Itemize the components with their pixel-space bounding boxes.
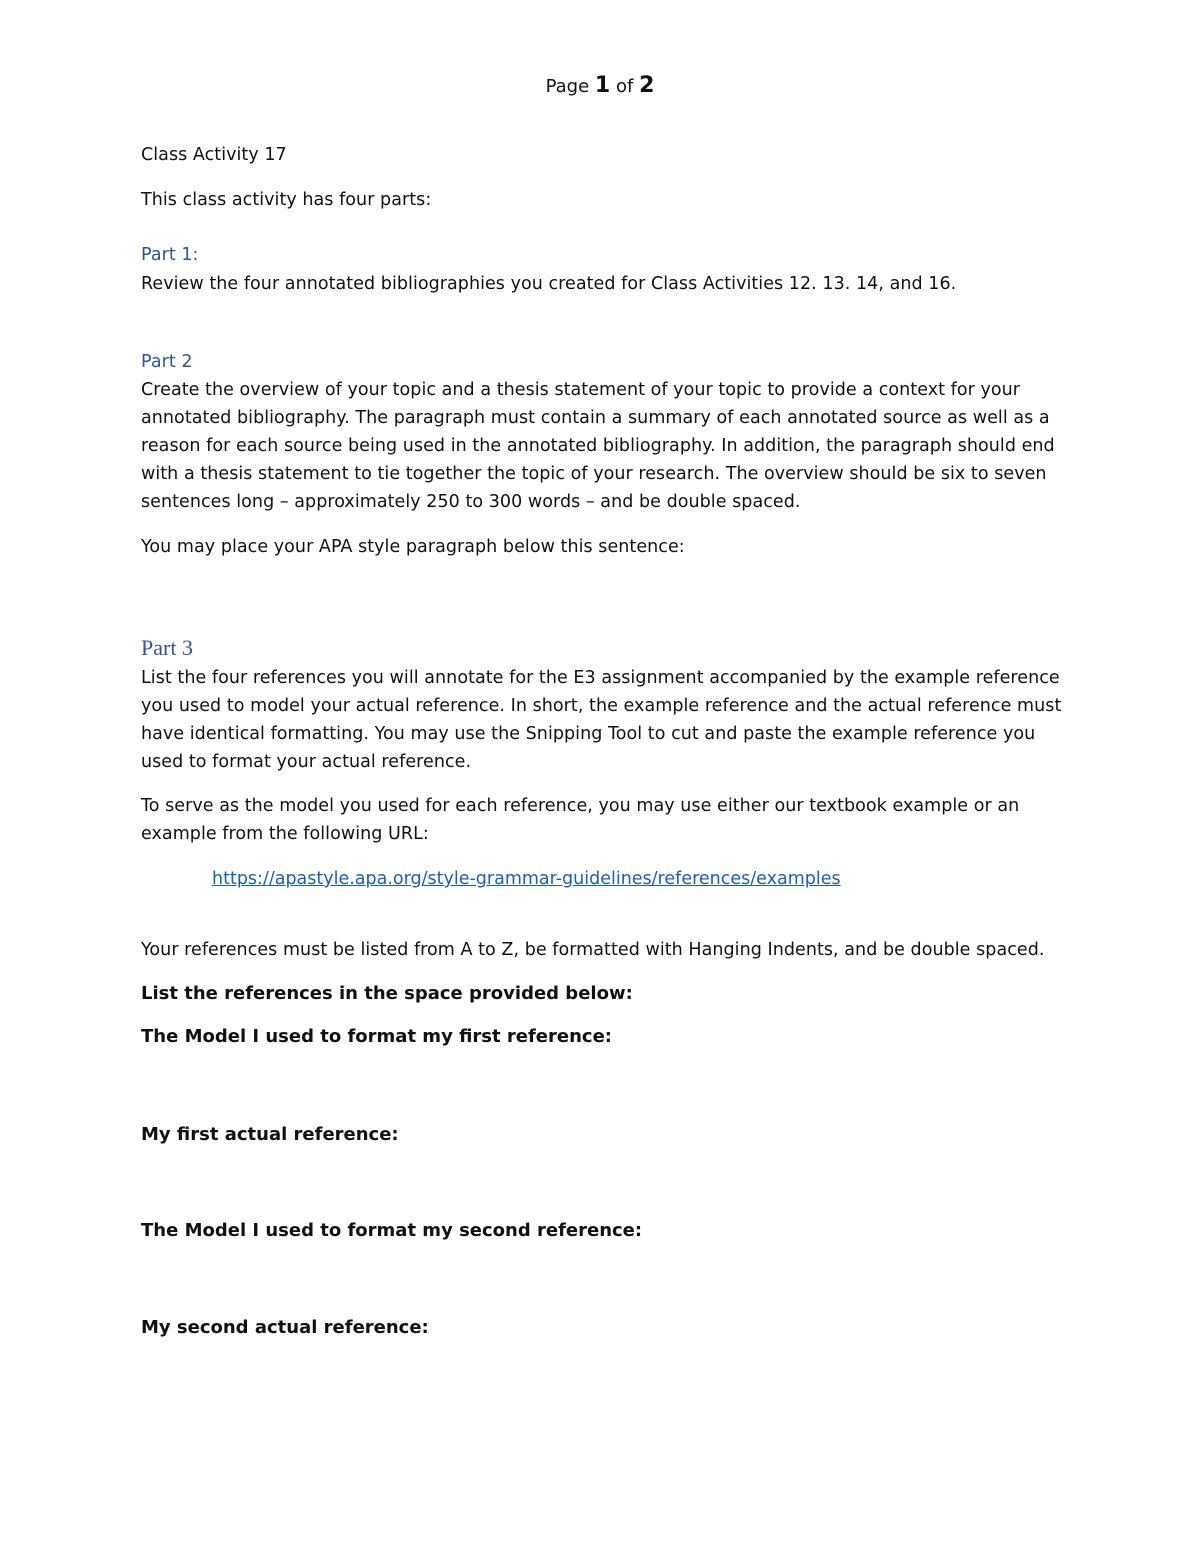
part2-line: annotated bibliography. The paragraph must contain a summary of each annotated source as well as a [141,408,1050,428]
page-word: Page [545,76,590,97]
list-references-prompt: List the references in the space provided below: [141,983,633,1004]
part1-heading: Part 1: [141,245,199,265]
part3-line: have identical formatting. You may use the Snipping Tool to cut and paste the example reference you [141,724,1036,744]
intro-text: This class activity has four parts: [141,190,432,210]
page-number: 1 [594,73,611,98]
total-pages: 2 [639,73,655,98]
part2-line: sentences long – approximately 250 to 300 words – and be double spaced. [141,492,801,512]
model-line: To serve as the model you used for each reference, you may use either our textbook example or an [141,796,1020,816]
part3-line: used to format your actual reference. [141,752,472,772]
part3-line: List the four references you will annotate for the E3 assignment accompanied by the example reference [141,668,1060,688]
actual-first-reference-prompt: My first actual reference: [141,1124,399,1145]
part2-line: reason for each source being used in the annotated bibliography. In addition, the paragraph should end [141,436,1055,456]
document-title: Class Activity 17 [141,145,287,165]
part2-line: Create the overview of your topic and a thesis statement of your topic to provide a context for your [141,380,1021,400]
part1-text: Review the four annotated bibliographies you created for Class Activities 12. 13. 14, and 16. [141,274,957,294]
part3-line: you used to model your actual reference. In short, the example reference and the actual reference must [141,696,1062,716]
model-first-reference-prompt: The Model I used to format my first reference: [141,1026,612,1047]
part2-place-note: You may place your APA style paragraph below this sentence: [141,537,685,557]
model-second-reference-prompt: The Model I used to format my second reference: [141,1220,643,1241]
actual-second-reference-prompt: My second actual reference: [141,1317,429,1338]
part3-heading: Part 3 [141,635,193,660]
references-order-note: Your references must be listed from A to Z, be formatted with Hanging Indents, and be double spaced. [141,940,1045,960]
part2-line: with a thesis statement to tie together the topic of your research. The overview should be six to seven [141,464,1047,484]
page-header [0,72,1200,101]
model-line: example from the following URL: [141,824,429,844]
apa-examples-link[interactable]: https://apastyle.apa.org/style-grammar-guidelines/references/examples [212,869,841,889]
part2-heading: Part 2 [141,352,193,372]
of-word: of [615,76,634,97]
